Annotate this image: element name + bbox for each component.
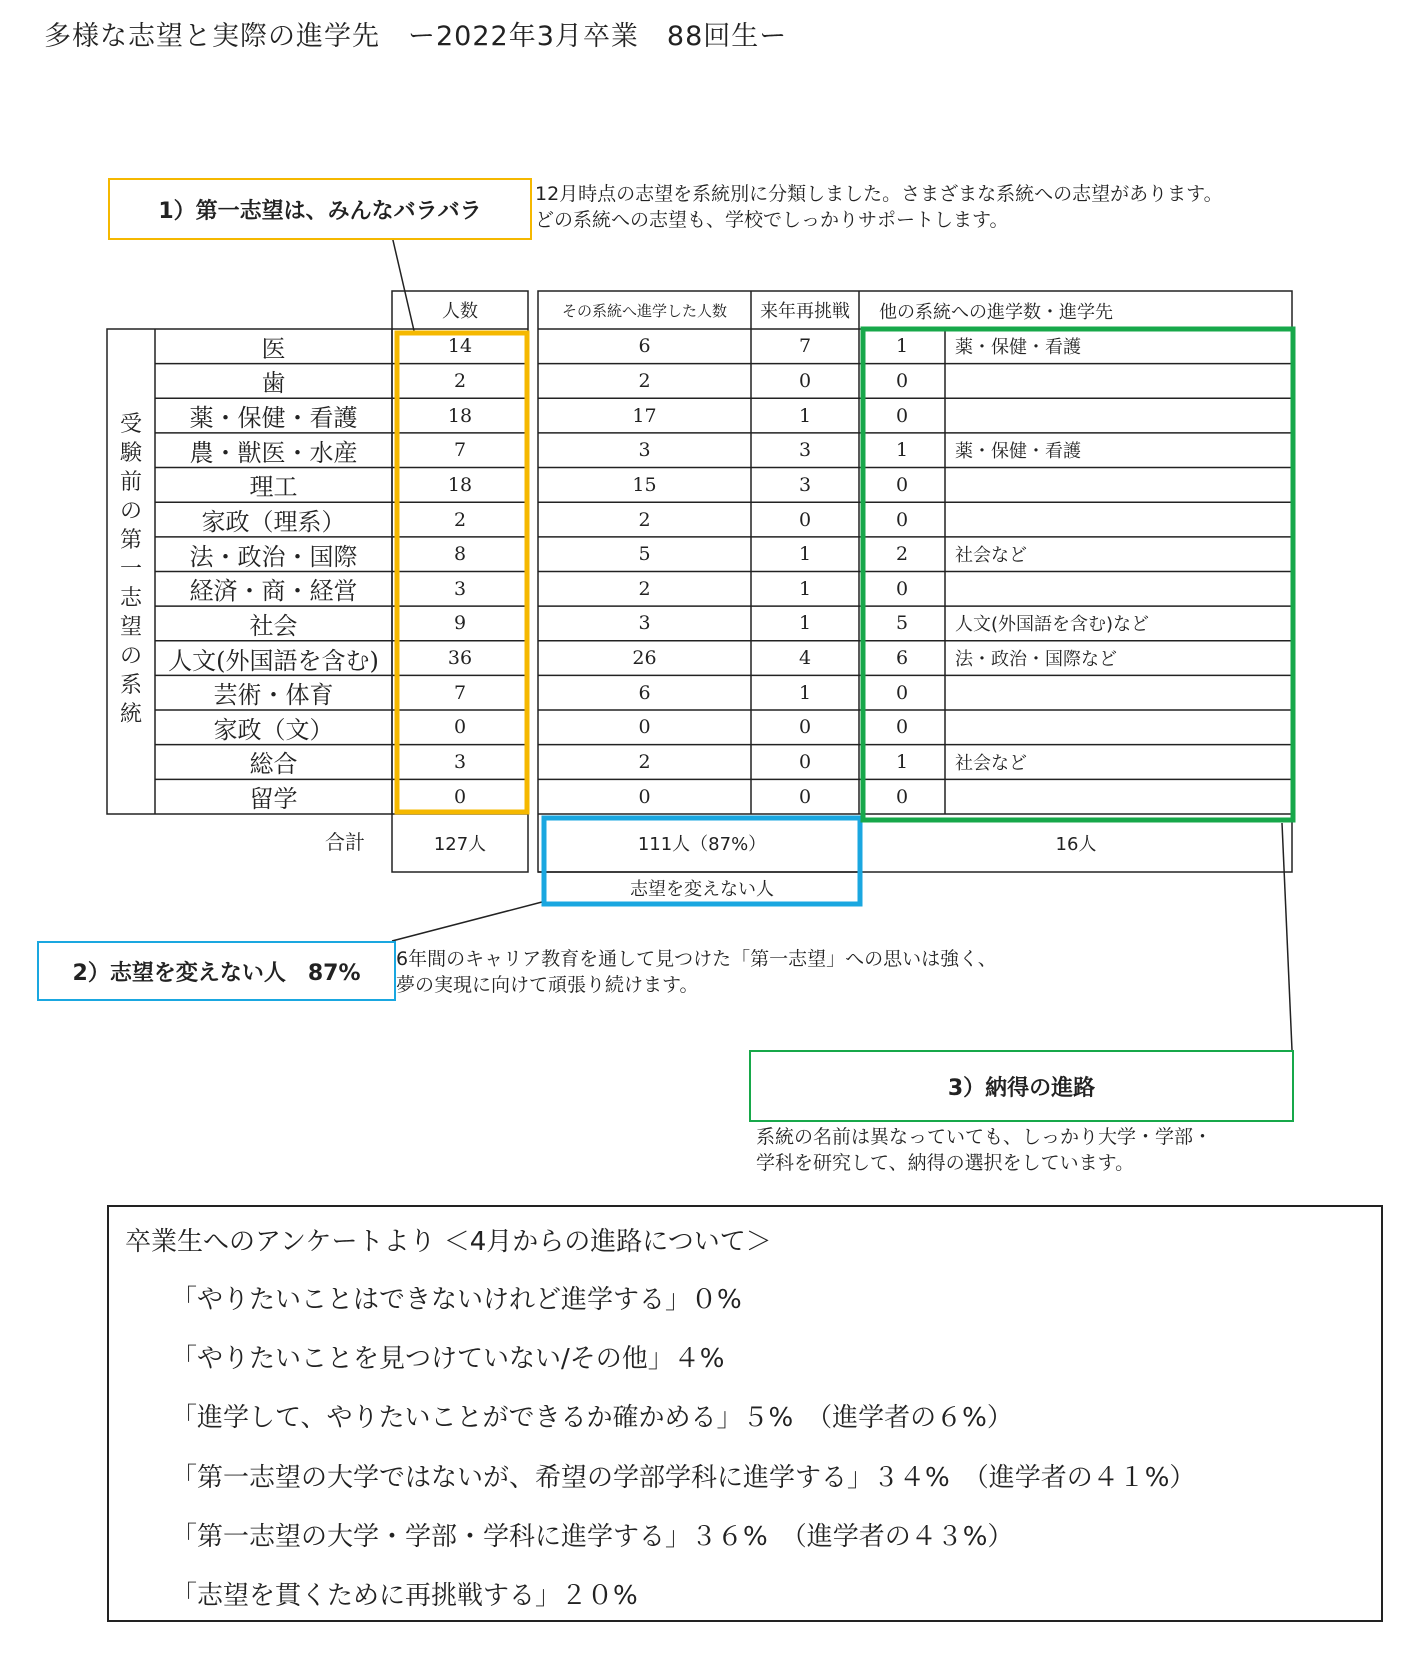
row-destination: 人文(外国語を含む)など bbox=[955, 614, 1150, 636]
row-count: 9 bbox=[453, 612, 467, 635]
total-label: 合計 bbox=[325, 829, 365, 854]
callout-unchanged-note-2: 夢の実現に向けて頑張り続けます。 bbox=[396, 974, 699, 996]
survey-item: 「第一志望の大学ではないが、希望の学部学科に進学する」３４% （進学者の４１%） bbox=[171, 1463, 1196, 1493]
row-count: 3 bbox=[453, 750, 467, 773]
total-same: 111人（87%） bbox=[637, 834, 767, 855]
row-category: 法・政治・国際 bbox=[189, 542, 358, 571]
row-same-field: 6 bbox=[638, 681, 651, 704]
row-same-field: 0 bbox=[638, 785, 651, 808]
row-destination bbox=[945, 710, 1302, 745]
header-other-field: 他の系統への進学数・進学先 bbox=[879, 302, 1113, 323]
header-same-field: その系統へ進学した人数 bbox=[561, 301, 727, 320]
row-retry: 1 bbox=[798, 681, 812, 704]
unchanged-label: 志望を変えない人 bbox=[630, 879, 774, 900]
row-other-field: 0 bbox=[895, 369, 909, 392]
row-count: 18 bbox=[447, 473, 473, 496]
row-same-field: 0 bbox=[638, 716, 651, 739]
row-category: 総合 bbox=[249, 750, 298, 779]
row-destination: 社会など bbox=[955, 752, 1027, 774]
row-other-field: 0 bbox=[895, 577, 909, 600]
survey-heading: 卒業生へのアンケートより ＜4月からの進路について＞ bbox=[125, 1227, 772, 1257]
row-retry: 7 bbox=[798, 335, 812, 358]
row-other-field: 2 bbox=[895, 543, 909, 566]
callout-unchanged: 2）志望を変えない人 87% bbox=[37, 941, 396, 1001]
row-other-field: 6 bbox=[895, 647, 909, 670]
row-destination: 法・政治・国際など bbox=[955, 649, 1117, 671]
row-other-field: 0 bbox=[895, 508, 909, 531]
row-retry: 0 bbox=[798, 369, 812, 392]
header-count: 人数 bbox=[442, 301, 478, 322]
row-category: 芸術・体育 bbox=[213, 681, 334, 710]
row-count: 0 bbox=[453, 785, 467, 808]
callout-first-choice: 1）第一志望は、みんなバラバラ bbox=[108, 178, 532, 240]
side-label: 受験前の第一志望の系統 bbox=[119, 412, 142, 727]
row-other-field: 0 bbox=[895, 473, 909, 496]
row-retry: 1 bbox=[798, 612, 812, 635]
row-count: 36 bbox=[447, 647, 473, 670]
row-destination bbox=[945, 468, 1302, 503]
row-category: 理工 bbox=[249, 473, 298, 502]
row-same-field: 2 bbox=[638, 750, 651, 773]
callout-first-note-1: 12月時点の志望を系統別に分類しました。さまざまな系統への志望があります。 bbox=[535, 183, 1223, 205]
row-category: 医 bbox=[261, 334, 286, 363]
callout-satisfied: 3）納得の進路 bbox=[749, 1050, 1294, 1122]
row-other-field: 0 bbox=[895, 404, 909, 427]
row-same-field: 2 bbox=[638, 369, 651, 392]
row-same-field: 3 bbox=[638, 439, 651, 462]
callout-satisfied-note-1: 系統の名前は異なっていても、しっかり大学・学部・ bbox=[756, 1126, 1213, 1148]
row-destination bbox=[945, 779, 1302, 814]
row-same-field: 2 bbox=[638, 508, 651, 531]
row-count: 8 bbox=[453, 543, 467, 566]
row-count: 7 bbox=[453, 439, 467, 462]
row-destination: 薬・保健・看護 bbox=[955, 441, 1081, 463]
row-count: 3 bbox=[453, 577, 467, 600]
row-destination bbox=[945, 364, 1302, 399]
row-other-field: 0 bbox=[895, 716, 909, 739]
row-other-field: 5 bbox=[895, 612, 909, 635]
row-other-field: 1 bbox=[895, 439, 909, 462]
row-destination bbox=[945, 571, 1302, 606]
row-destination bbox=[945, 502, 1302, 537]
row-same-field: 5 bbox=[638, 543, 651, 566]
row-destination bbox=[945, 398, 1302, 433]
row-same-field: 6 bbox=[638, 335, 651, 358]
row-retry: 1 bbox=[798, 577, 812, 600]
row-same-field: 17 bbox=[632, 404, 657, 427]
row-count: 2 bbox=[453, 508, 467, 531]
row-retry: 0 bbox=[798, 716, 812, 739]
row-count: 0 bbox=[453, 716, 467, 739]
row-category: 薬・保健・看護 bbox=[189, 404, 358, 433]
row-count: 18 bbox=[447, 404, 473, 427]
row-other-field: 0 bbox=[895, 785, 909, 808]
row-retry: 0 bbox=[798, 750, 812, 773]
row-same-field: 26 bbox=[632, 647, 657, 670]
row-count: 14 bbox=[447, 335, 473, 358]
total-count: 127人 bbox=[433, 834, 487, 855]
row-other-field: 1 bbox=[895, 750, 909, 773]
callout-first-note-2: どの系統への志望も、学校でしっかりサポートします。 bbox=[535, 209, 1009, 231]
row-destination: 薬・保健・看護 bbox=[955, 337, 1081, 359]
row-same-field: 15 bbox=[632, 473, 657, 496]
survey-item: 「やりたいことはできないけれど進学する」０% bbox=[171, 1285, 742, 1315]
total-other: 16人 bbox=[1055, 834, 1097, 855]
row-other-field: 0 bbox=[895, 681, 909, 704]
row-retry: 0 bbox=[798, 508, 812, 531]
survey-item: 「進学して、やりたいことができるか確かめる」５% （進学者の６%） bbox=[171, 1403, 1013, 1433]
row-other-field: 1 bbox=[895, 335, 909, 358]
row-category: 農・獣医・水産 bbox=[189, 438, 358, 467]
row-same-field: 3 bbox=[638, 612, 651, 635]
row-category: 家政（理系） bbox=[201, 508, 346, 536]
row-destination bbox=[945, 675, 1302, 710]
callout-satisfied-note-2: 学科を研究して、納得の選択をしています。 bbox=[756, 1152, 1135, 1174]
row-retry: 3 bbox=[798, 439, 812, 462]
row-retry: 1 bbox=[798, 543, 812, 566]
row-count: 2 bbox=[453, 369, 467, 392]
callout-unchanged-note-1: 6年間のキャリア教育を通して見つけた「第一志望」への思いは強く、 bbox=[396, 948, 997, 970]
row-category: 社会 bbox=[249, 611, 298, 640]
row-destination: 社会など bbox=[955, 545, 1027, 567]
row-retry: 1 bbox=[798, 404, 812, 427]
row-category: 歯 bbox=[261, 369, 286, 398]
row-count: 7 bbox=[453, 681, 467, 704]
survey-item: 「第一志望の大学・学部・学科に進学する」３６% （進学者の４３%） bbox=[171, 1522, 1014, 1552]
row-category: 留学 bbox=[249, 785, 298, 814]
row-category: 経済・商・経営 bbox=[189, 577, 358, 606]
survey-box bbox=[107, 1205, 1383, 1622]
row-category: 人文(外国語を含む) bbox=[168, 646, 379, 675]
row-retry: 3 bbox=[798, 473, 812, 496]
row-retry: 4 bbox=[798, 647, 812, 670]
row-retry: 0 bbox=[798, 785, 812, 808]
page-title: 多様な志望と実際の進学先 ー2022年3月卒業 88回生ー bbox=[44, 21, 788, 52]
survey-item: 「やりたいことを見つけていない/その他」４% bbox=[171, 1344, 725, 1374]
row-category: 家政（文） bbox=[213, 715, 334, 744]
header-retry: 来年再挑戦 bbox=[760, 301, 850, 322]
survey-item: 「志望を貫くために再挑戦する」２０% bbox=[171, 1581, 638, 1611]
row-same-field: 2 bbox=[638, 577, 651, 600]
